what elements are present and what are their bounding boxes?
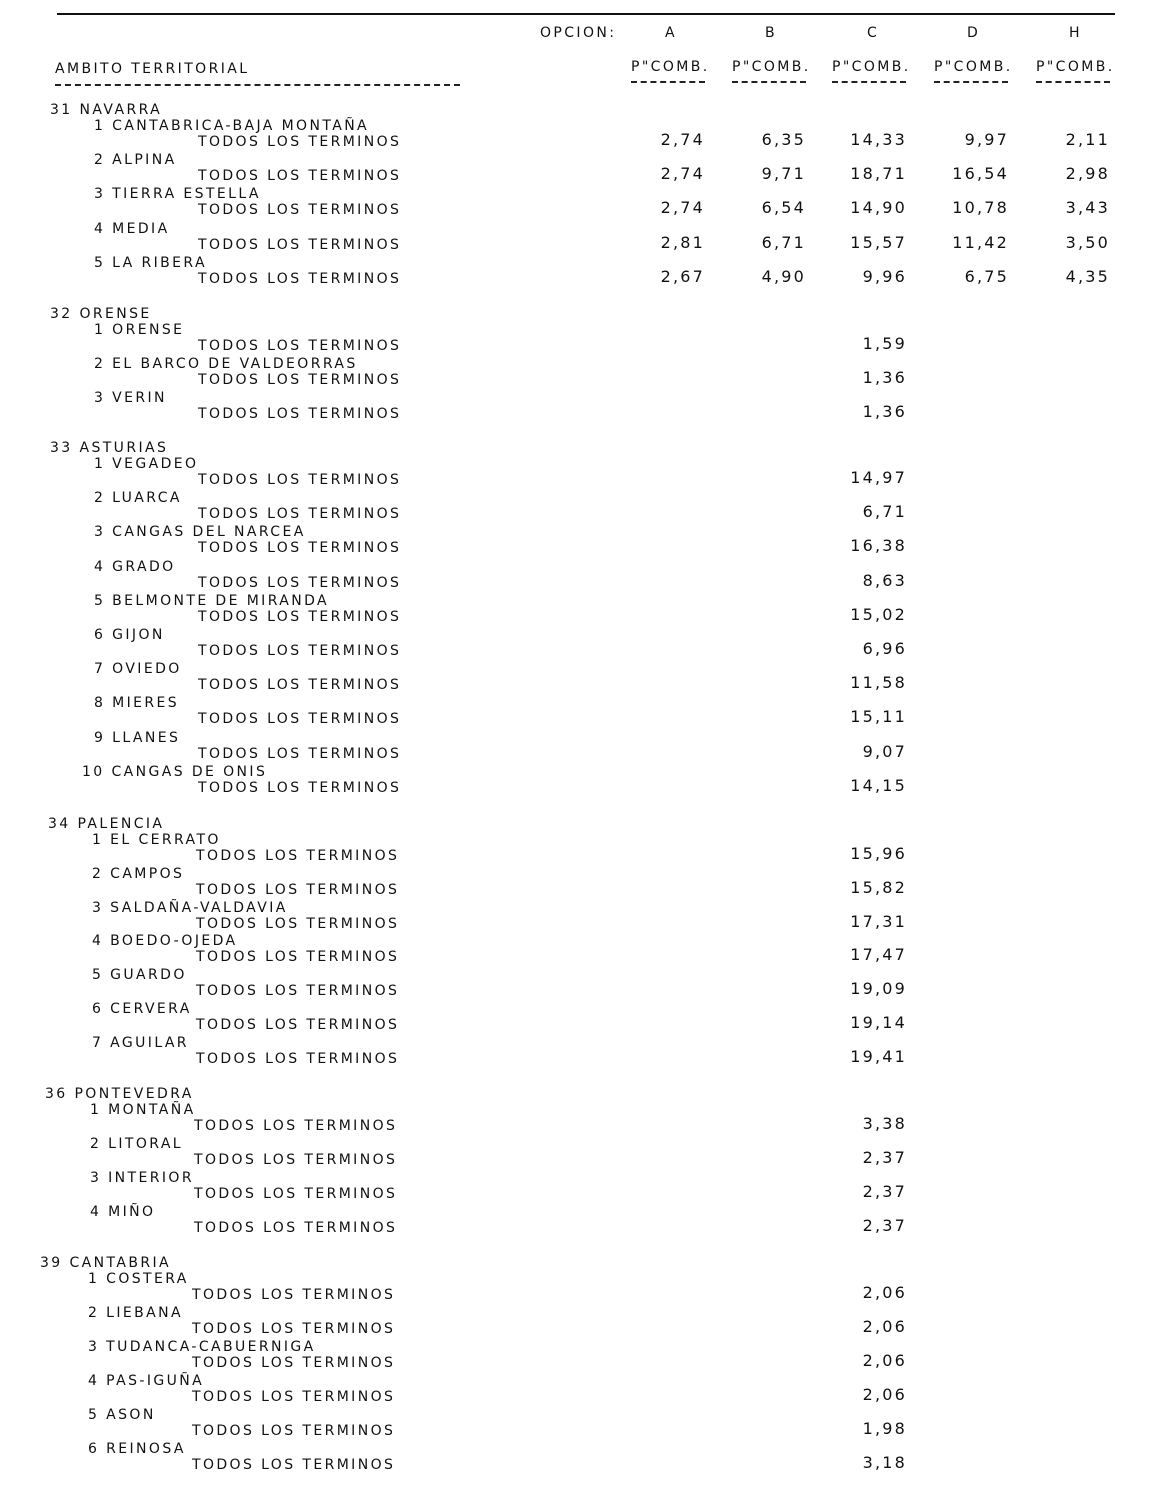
region-value: 1,36 — [862, 402, 907, 421]
column-subheader-c: P"COMB. — [832, 59, 911, 75]
region-value: 2,37 — [862, 1216, 907, 1235]
region-term-label: TODOS LOS TERMINOS — [198, 472, 402, 488]
subheader-underline-b — [732, 81, 806, 83]
region-name: 8 MIERES — [94, 695, 180, 711]
region-term-label: TODOS LOS TERMINOS — [198, 746, 402, 762]
region-name: 1 MONTAÑA — [90, 1102, 196, 1118]
region-value: 4,35 — [1065, 267, 1110, 286]
region-value: 2,37 — [862, 1182, 907, 1201]
opcion-label: OPCION: — [540, 25, 617, 41]
column-subheader-a: P"COMB. — [631, 59, 710, 75]
region-name: 3 CANGAS DEL NARCEA — [94, 524, 306, 540]
region-term-label: TODOS LOS TERMINOS — [198, 540, 402, 556]
region-value: 6,71 — [862, 502, 907, 521]
region-name: 5 ASON — [88, 1407, 156, 1423]
region-name: 4 MIÑO — [90, 1204, 156, 1220]
region-term-label: TODOS LOS TERMINOS — [198, 372, 402, 388]
region-term-label: TODOS LOS TERMINOS — [194, 1186, 398, 1202]
region-term-label: TODOS LOS TERMINOS — [198, 643, 402, 659]
region-value: 1,59 — [862, 334, 907, 353]
region-value: 2,74 — [660, 198, 705, 217]
region-value: 8,63 — [862, 571, 907, 590]
region-value: 17,31 — [850, 912, 907, 931]
column-letter-a: A — [665, 25, 677, 41]
region-name: 5 LA RIBERA — [94, 255, 207, 271]
region-value: 6,35 — [761, 130, 806, 149]
region-value: 17,47 — [850, 945, 907, 964]
region-value: 2,37 — [862, 1148, 907, 1167]
region-name: 2 LUARCA — [94, 490, 182, 506]
region-term-label: TODOS LOS TERMINOS — [198, 134, 402, 150]
subheader-underline-h — [1036, 81, 1110, 83]
region-value: 6,54 — [761, 198, 806, 217]
region-term-label: TODOS LOS TERMINOS — [198, 168, 402, 184]
region-name: 3 TUDANCA-CABUERNIGA — [88, 1339, 316, 1355]
region-value: 3,18 — [862, 1453, 907, 1472]
region-value: 19,41 — [850, 1047, 907, 1066]
region-value: 3,50 — [1065, 233, 1110, 252]
territory-underline — [55, 84, 460, 86]
region-name: 4 BOEDO-OJEDA — [92, 933, 238, 949]
region-name: 2 CAMPOS — [92, 866, 185, 882]
region-value: 2,06 — [862, 1385, 907, 1404]
subheader-underline-c — [832, 81, 906, 83]
region-name: 3 TIERRA ESTELLA — [94, 186, 261, 202]
region-value: 15,96 — [850, 844, 907, 863]
region-name: 6 REINOSA — [88, 1441, 186, 1457]
region-value: 2,67 — [660, 267, 705, 286]
region-value: 19,09 — [850, 979, 907, 998]
region-term-label: TODOS LOS TERMINOS — [194, 1220, 398, 1236]
region-name: 6 CERVERA — [92, 1001, 192, 1017]
region-value: 3,43 — [1065, 198, 1110, 217]
region-term-label: TODOS LOS TERMINOS — [192, 1355, 396, 1371]
region-value: 18,71 — [850, 164, 907, 183]
region-value: 10,78 — [952, 198, 1009, 217]
region-name: 3 INTERIOR — [90, 1170, 194, 1186]
region-name: 6 GIJON — [94, 627, 165, 643]
region-term-label: TODOS LOS TERMINOS — [198, 506, 402, 522]
region-value: 9,96 — [862, 267, 907, 286]
province-heading: 31 NAVARRA — [50, 102, 163, 118]
region-term-label: TODOS LOS TERMINOS — [192, 1321, 396, 1337]
region-value: 2,74 — [660, 130, 705, 149]
region-term-label: TODOS LOS TERMINOS — [196, 916, 400, 932]
region-value: 14,97 — [850, 468, 907, 487]
region-name: 1 CANTABRICA-BAJA MONTAÑA — [94, 118, 370, 134]
region-term-label: TODOS LOS TERMINOS — [194, 1152, 398, 1168]
region-value: 4,90 — [761, 267, 806, 286]
region-name: 2 LIEBANA — [88, 1305, 183, 1321]
region-value: 2,98 — [1065, 164, 1110, 183]
column-letter-c: C — [867, 25, 880, 41]
region-value: 9,71 — [761, 164, 806, 183]
subheader-underline-a — [631, 81, 705, 83]
column-letter-b: B — [765, 25, 778, 41]
region-term-label: TODOS LOS TERMINOS — [198, 711, 402, 727]
column-letter-d: D — [967, 25, 981, 41]
region-value: 1,98 — [862, 1419, 907, 1438]
region-name: 1 EL CERRATO — [92, 832, 221, 848]
column-letter-h: H — [1069, 25, 1082, 41]
column-subheader-h: P"COMB. — [1036, 59, 1115, 75]
region-term-label: TODOS LOS TERMINOS — [198, 780, 402, 796]
region-value: 2,81 — [660, 233, 705, 252]
region-value: 11,58 — [850, 673, 907, 692]
region-value: 2,06 — [862, 1283, 907, 1302]
region-value: 14,33 — [850, 130, 907, 149]
region-value: 2,06 — [862, 1317, 907, 1336]
region-term-label: TODOS LOS TERMINOS — [192, 1423, 396, 1439]
region-name: 5 BELMONTE DE MIRANDA — [94, 593, 330, 609]
column-subheader-d: P"COMB. — [934, 59, 1013, 75]
region-term-label: TODOS LOS TERMINOS — [196, 848, 400, 864]
region-term-label: TODOS LOS TERMINOS — [198, 271, 402, 287]
region-value: 14,90 — [850, 198, 907, 217]
subheader-underline-d — [934, 81, 1008, 83]
region-term-label: TODOS LOS TERMINOS — [196, 949, 400, 965]
region-value: 11,42 — [952, 233, 1009, 252]
region-term-label: TODOS LOS TERMINOS — [198, 575, 402, 591]
region-value: 14,15 — [850, 776, 907, 795]
region-name: 1 COSTERA — [88, 1271, 189, 1287]
province-heading: 36 PONTEVEDRA — [45, 1086, 194, 1102]
region-value: 15,02 — [850, 605, 907, 624]
region-term-label: TODOS LOS TERMINOS — [192, 1389, 396, 1405]
territory-label: AMBITO TERRITORIAL — [55, 61, 250, 77]
province-heading: 39 CANTABRIA — [40, 1255, 171, 1271]
region-name: 4 GRADO — [94, 559, 176, 575]
region-name: 2 EL BARCO DE VALDEORRAS — [94, 356, 358, 372]
province-heading: 32 ORENSE — [50, 306, 152, 322]
region-name: 3 SALDAÑA-VALDAVIA — [92, 900, 288, 916]
column-subheader-b: P"COMB. — [732, 59, 811, 75]
region-value: 2,11 — [1065, 130, 1110, 149]
region-name: 4 MEDIA — [94, 221, 170, 237]
region-value: 6,75 — [964, 267, 1009, 286]
province-heading: 34 PALENCIA — [48, 816, 165, 832]
region-value: 15,57 — [850, 233, 907, 252]
region-term-label: TODOS LOS TERMINOS — [198, 237, 402, 253]
region-term-label: TODOS LOS TERMINOS — [192, 1457, 396, 1473]
region-name: 7 AGUILAR — [92, 1035, 189, 1051]
region-value: 9,97 — [964, 130, 1009, 149]
region-term-label: TODOS LOS TERMINOS — [196, 1017, 400, 1033]
region-name: 7 OVIEDO — [94, 661, 182, 677]
region-term-label: TODOS LOS TERMINOS — [196, 983, 400, 999]
top-rule — [57, 13, 1115, 15]
region-value: 15,11 — [850, 707, 907, 726]
region-term-label: TODOS LOS TERMINOS — [198, 677, 402, 693]
region-name: 1 ORENSE — [94, 322, 185, 338]
region-name: 9 LLANES — [94, 730, 181, 746]
region-name: 1 VEGADEO — [94, 456, 199, 472]
region-value: 16,38 — [850, 536, 907, 555]
region-term-label: TODOS LOS TERMINOS — [196, 1051, 400, 1067]
region-name: 10 CANGAS DE ONIS — [82, 764, 268, 780]
region-term-label: TODOS LOS TERMINOS — [198, 609, 402, 625]
region-term-label: TODOS LOS TERMINOS — [198, 338, 402, 354]
region-value: 3,38 — [862, 1114, 907, 1133]
region-name: 5 GUARDO — [92, 967, 187, 983]
region-value: 15,82 — [850, 878, 907, 897]
region-term-label: TODOS LOS TERMINOS — [196, 882, 400, 898]
province-heading: 33 ASTURIAS — [50, 440, 169, 456]
region-name: 2 ALPINA — [94, 152, 177, 168]
region-name: 4 PAS-IGUÑA — [88, 1373, 205, 1389]
region-value: 2,06 — [862, 1351, 907, 1370]
region-term-label: TODOS LOS TERMINOS — [194, 1118, 398, 1134]
region-value: 9,07 — [862, 742, 907, 761]
region-term-label: TODOS LOS TERMINOS — [198, 406, 402, 422]
region-value: 19,14 — [850, 1013, 907, 1032]
region-value: 2,74 — [660, 164, 705, 183]
region-name: 2 LITORAL — [90, 1136, 183, 1152]
region-value: 6,96 — [862, 639, 907, 658]
region-value: 6,71 — [761, 233, 806, 252]
region-value: 1,36 — [862, 368, 907, 387]
region-term-label: TODOS LOS TERMINOS — [198, 202, 402, 218]
region-name: 3 VERIN — [94, 390, 167, 406]
region-value: 16,54 — [952, 164, 1009, 183]
region-term-label: TODOS LOS TERMINOS — [192, 1287, 396, 1303]
